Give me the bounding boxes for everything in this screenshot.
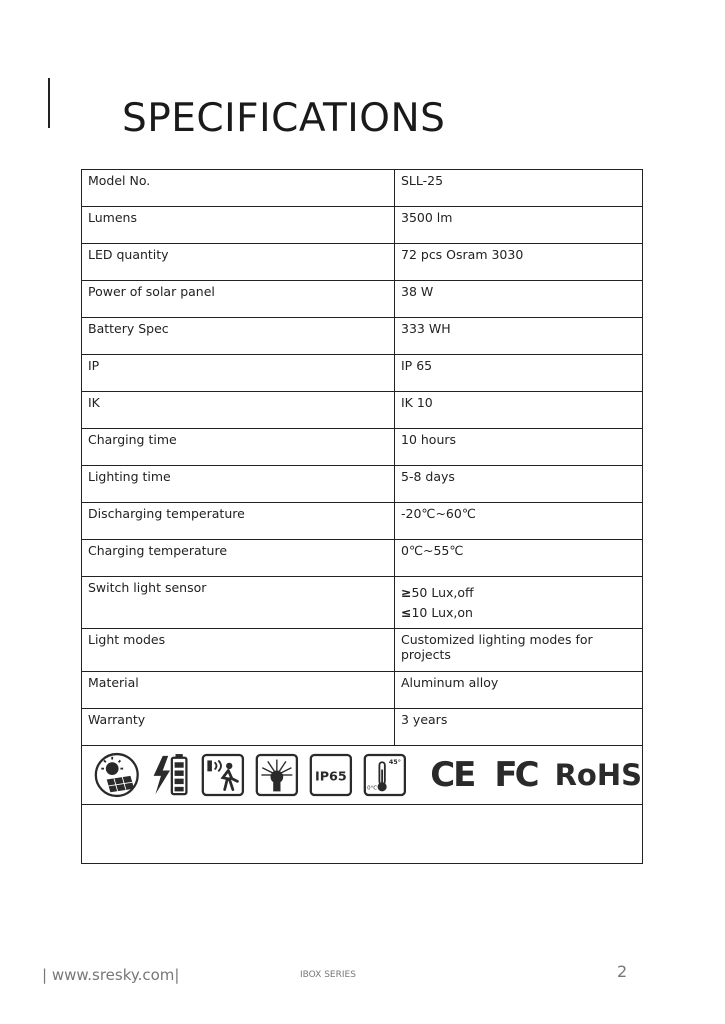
spec-value bbox=[395, 577, 643, 629]
spec-value: 0℃~55℃ bbox=[395, 540, 643, 577]
spec-label: IK bbox=[82, 392, 395, 429]
spec-value: 3 years bbox=[395, 709, 643, 746]
temp-label: 0°C bbox=[366, 785, 377, 792]
table-row bbox=[82, 244, 643, 281]
spec-label: Material bbox=[82, 672, 395, 709]
spec-value: 10 hours bbox=[395, 429, 643, 466]
table-row bbox=[82, 466, 643, 503]
ip65-badge-label: IP65 bbox=[314, 769, 347, 785]
page-number: 2 bbox=[617, 962, 628, 981]
footer-series: IBOX SERIES bbox=[300, 970, 356, 980]
table-row bbox=[82, 629, 643, 672]
spec-value: 5-8 days bbox=[395, 466, 643, 503]
greater-equal-symbol: ≥ bbox=[401, 585, 412, 600]
solar-sun-icon bbox=[94, 750, 140, 800]
spec-value: -20℃~60℃ bbox=[395, 503, 643, 540]
icons-row bbox=[82, 746, 643, 805]
spec-label: Switch light sensor bbox=[82, 577, 395, 629]
sensor-on-text: 10 Lux,on bbox=[411, 605, 473, 620]
table-row bbox=[82, 672, 643, 709]
spec-label: Battery Spec bbox=[82, 318, 395, 355]
blank-cell bbox=[82, 805, 643, 864]
ip65-badge-icon bbox=[309, 751, 353, 799]
footer-url: | www.sresky.com| bbox=[42, 966, 180, 984]
thermometer-icon bbox=[363, 751, 407, 799]
table-row bbox=[82, 207, 643, 244]
table-row bbox=[82, 709, 643, 746]
spec-label: Power of solar panel bbox=[82, 281, 395, 318]
battery-charging-icon bbox=[150, 750, 192, 800]
specifications-table bbox=[81, 169, 643, 864]
spec-label: Light modes bbox=[82, 629, 395, 672]
spec-label: Lumens bbox=[82, 207, 395, 244]
spec-value: SLL-25 bbox=[395, 170, 643, 207]
less-equal-symbol: ≤ bbox=[401, 605, 412, 620]
motion-sensor-icon bbox=[201, 751, 245, 799]
spec-label: Discharging temperature bbox=[82, 503, 395, 540]
spec-label: Model No. bbox=[82, 170, 395, 207]
spec-value: 72 pcs Osram 3030 bbox=[395, 244, 643, 281]
table-row bbox=[82, 429, 643, 466]
angle-label: 45° bbox=[388, 758, 401, 767]
page-title: SPECIFICATIONS bbox=[122, 96, 446, 141]
margin-mark bbox=[48, 78, 50, 128]
icons-cell bbox=[82, 746, 643, 805]
spec-value: 333 WH bbox=[395, 318, 643, 355]
table-row bbox=[82, 503, 643, 540]
rohs-mark: RoHS bbox=[554, 757, 642, 792]
sensor-line-on bbox=[401, 603, 636, 623]
spec-value: IK 10 bbox=[395, 392, 643, 429]
spec-value: 38 W bbox=[395, 281, 643, 318]
spec-label: IP bbox=[82, 355, 395, 392]
spec-label: Warranty bbox=[82, 709, 395, 746]
fcc-mark: FC bbox=[494, 755, 537, 795]
sensor-off-text: 50 Lux,off bbox=[411, 585, 474, 600]
spec-value: IP 65 bbox=[395, 355, 643, 392]
sensor-line-off bbox=[401, 583, 636, 603]
spec-label: Charging temperature bbox=[82, 540, 395, 577]
table-row bbox=[82, 540, 643, 577]
feature-icons bbox=[82, 746, 642, 804]
table-row bbox=[82, 355, 643, 392]
table-row bbox=[82, 318, 643, 355]
table-row bbox=[82, 392, 643, 429]
table-row bbox=[82, 577, 643, 629]
spec-value: 3500 lm bbox=[395, 207, 643, 244]
blank-row bbox=[82, 805, 643, 864]
ce-mark: CE bbox=[430, 755, 475, 795]
light-beam-icon bbox=[255, 751, 299, 799]
spec-value: Customized lighting modes for projects bbox=[395, 629, 643, 672]
table-row bbox=[82, 281, 643, 318]
spec-label: Lighting time bbox=[82, 466, 395, 503]
spec-label: LED quantity bbox=[82, 244, 395, 281]
spec-label: Charging time bbox=[82, 429, 395, 466]
spec-value: Aluminum alloy bbox=[395, 672, 643, 709]
table-row bbox=[82, 170, 643, 207]
